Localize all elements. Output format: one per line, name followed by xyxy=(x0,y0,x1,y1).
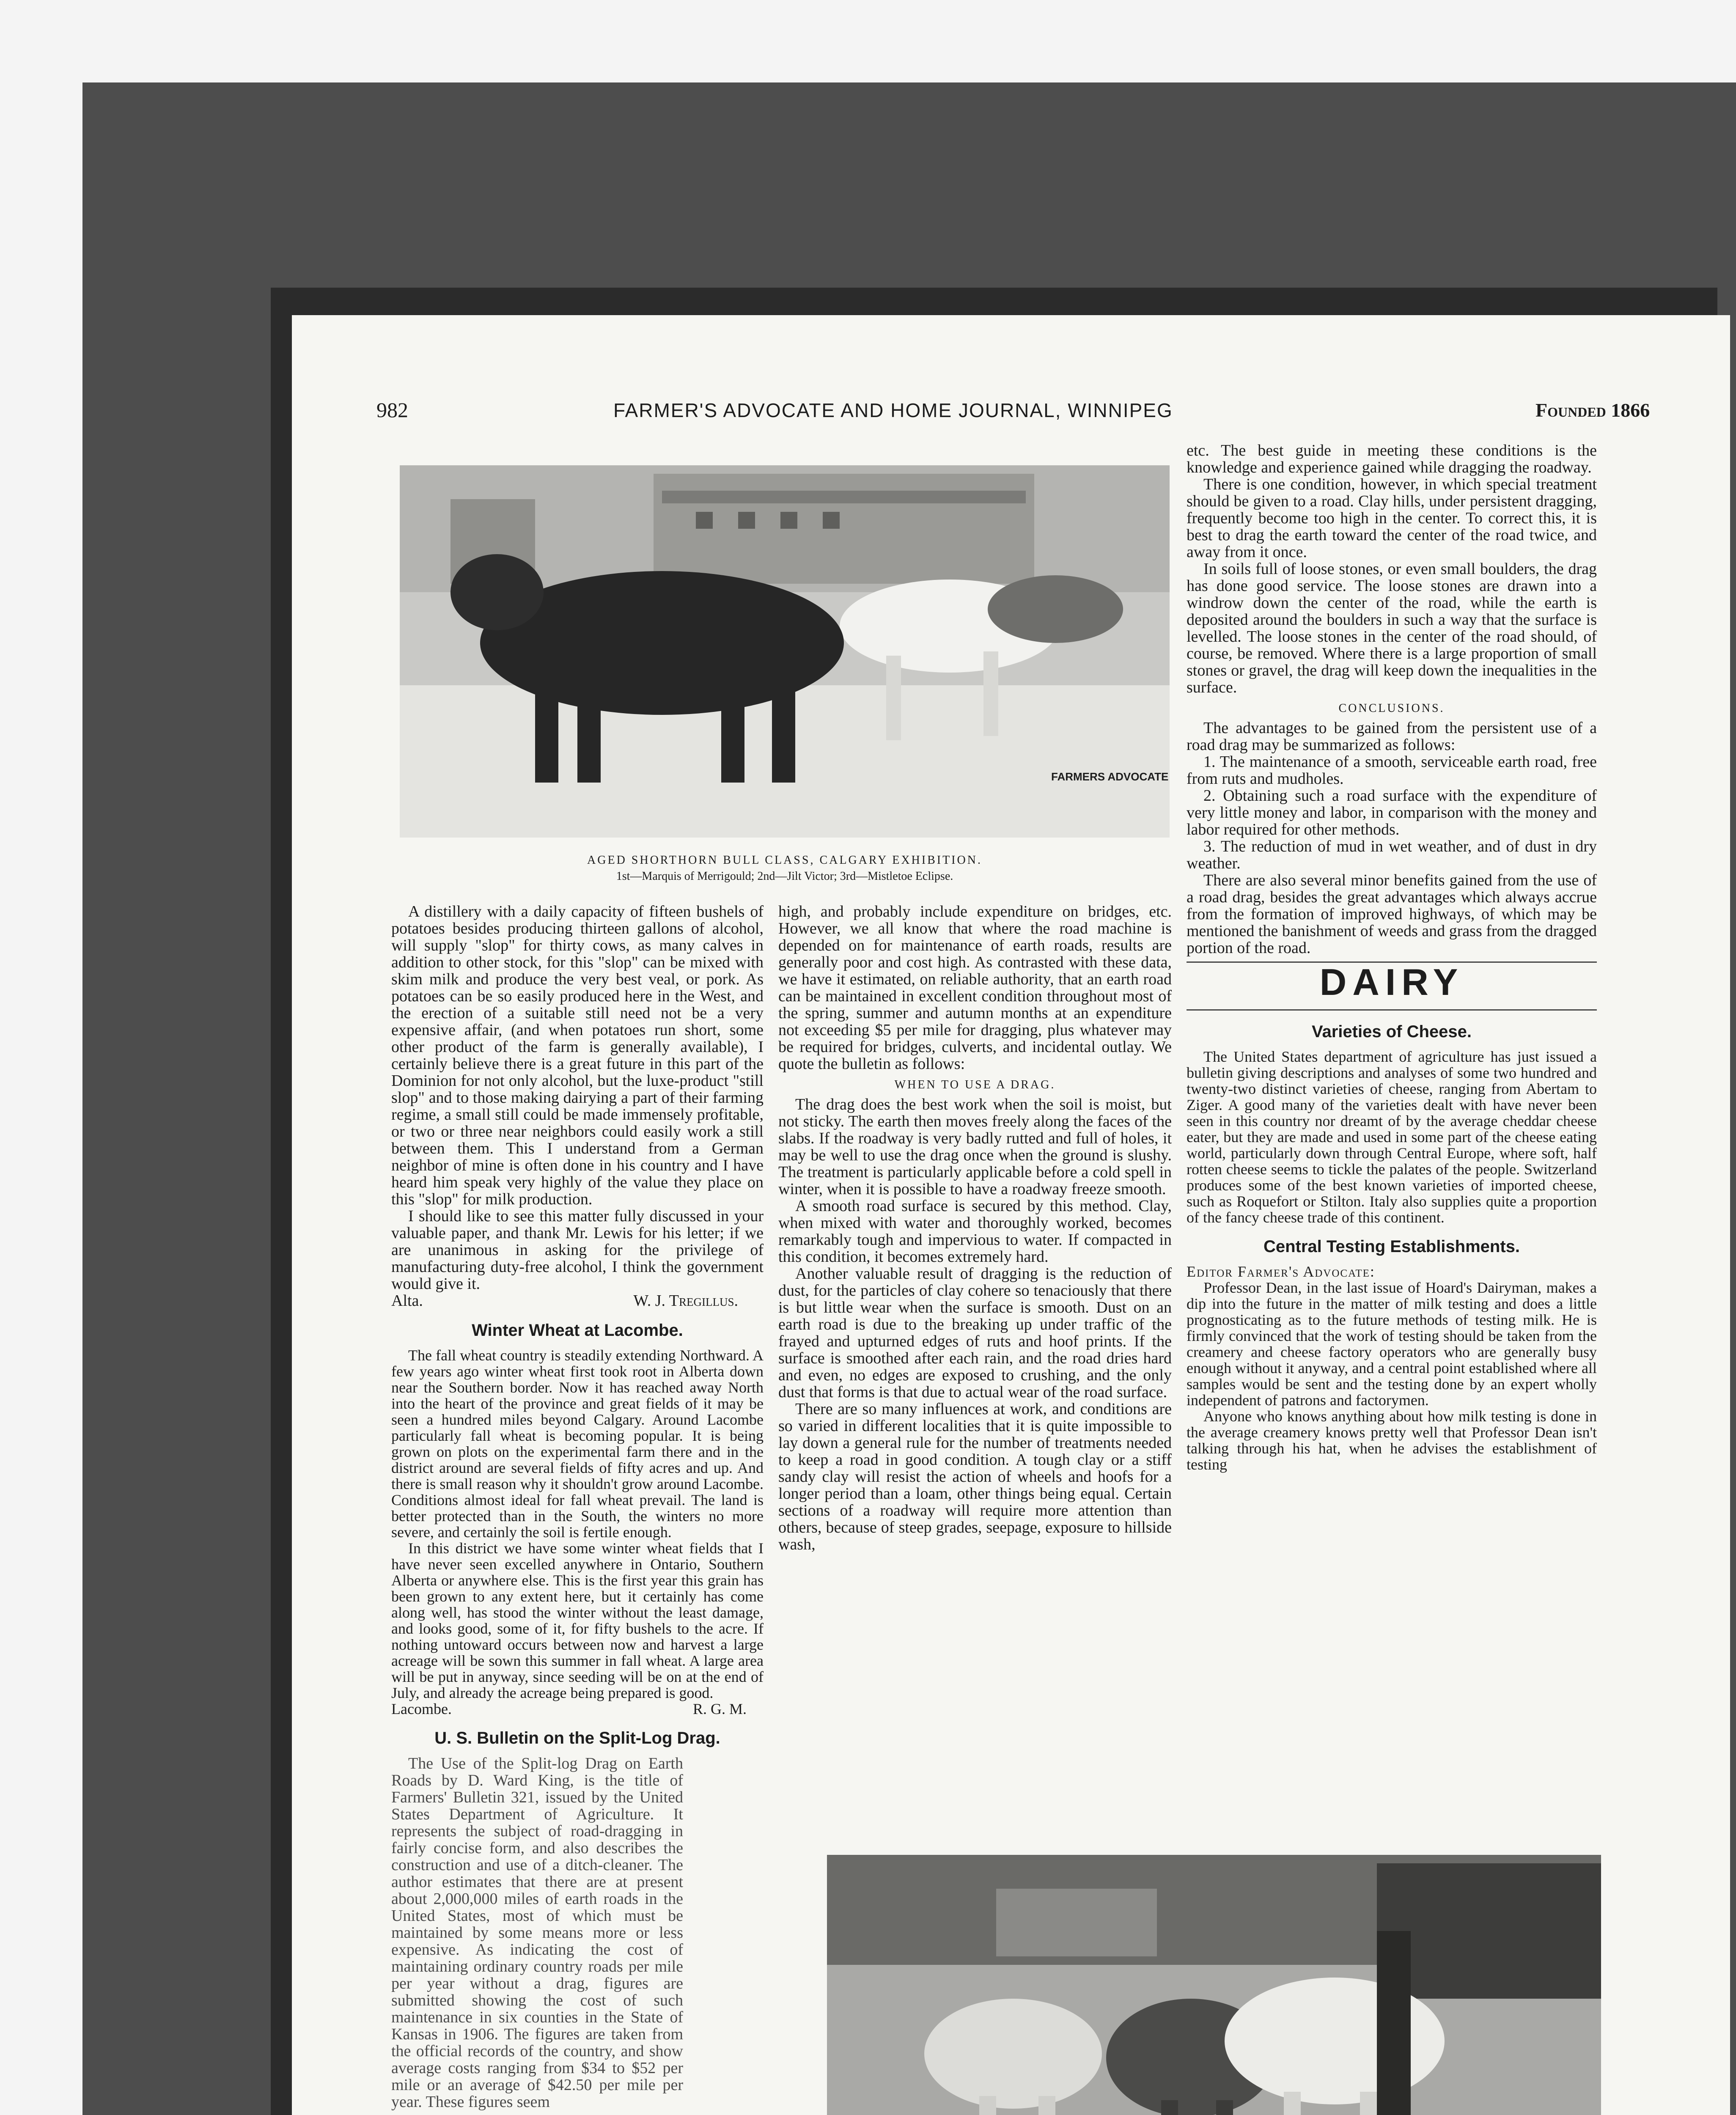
winter-wheat-signature xyxy=(391,1701,764,1717)
photo-watermark: FARMERS ADVOCATE xyxy=(1051,770,1169,783)
winter-wheat-paragraph-2: In this district we have some winter wheat fields that I have never seen excelled anywhere in Ontario, Southern Alberta or anywhere else. This is the first year this grain has been grown to any extent here, but it certainly has come along well, has stood the winter without the least damage, and looks good, some of it, for fifty bushels to the acre. If nothing untoward occurs between now and harvest a large acreage will be sown this summer in fall wheat. A large area will be put in anyway, since seeding will be on at the end of July, and already the acreage being prepared is good. xyxy=(391,1540,764,1701)
dairy-section-title: DAIRY xyxy=(1319,961,1464,1003)
bulletin-text-block xyxy=(391,1755,683,2110)
winter-wheat-place: Lacombe. xyxy=(391,1700,452,1717)
winter-wheat-heading: Winter Wheat at Lacombe. xyxy=(472,1321,683,1340)
dairy-section-banner xyxy=(1187,961,1597,1011)
newspaper-page xyxy=(292,315,1730,2115)
guide-paragraph: etc. The best guide in meeting these conditions is the knowledge and experience gained while dragging the roadway. xyxy=(1187,442,1597,476)
column-2 xyxy=(778,903,1172,1553)
bulletin-heading: U. S. Bulletin on the Split-Log Drag. xyxy=(434,1729,720,1747)
winter-wheat-paragraph-1: The fall wheat country is steadily extending Northward. A few years ago winter wheat first took root in Alberta down near the Southern border. Now it has reached away North into the heart of the province and great fields of it may be seen a hundred miles beyond Calgary. Around Lacombe particularly fall wheat is becoming popular. It is being grown on plots on the experimental farm there and in the district around are several fields of fifty acres and up. And there is small reason why it shouldn't grow around Lacombe. Conditions almost ideal for fall wheat prevail. The land is better protected than in the South, the winters no more severe, and certainly the soil is fertile enough. xyxy=(391,1347,764,1541)
heifer-class-photo xyxy=(827,1855,1601,2115)
bull-caption-placings: 1st—Marquis of Merrigould; 2nd—Jilt Victor; 3rd—Mistletoe Eclipse. xyxy=(616,870,953,883)
bulletin-continued-paragraph: high, and probably include expenditure on bridges, etc. However, we all know that where the road machine is depended on for maintenance of earth roads, results are generally poor and cost high. As contrasted with these data, we have it estimated, on reliable authority, that an earth road can be maintained in excellent condition throughout most of the spring, summer and autumn months at an expenditure not exceeding $5 per mile for dragging, plus whatever may be required for bridges, culverts, and incidental outlay. We quote the bulletin as follows: xyxy=(778,903,1172,1073)
clay-hills-paragraph: There is one condition, however, in which special treatment should be given to a road. Clay hills, under persistent dragging, frequently become too high in the center. To correct this, it is best to drag the earth toward the center of the road twice, and away from it once. xyxy=(1187,475,1597,561)
founded-year: Founded 1866 xyxy=(1535,399,1650,421)
signature-place: Alta. xyxy=(391,1292,423,1310)
conclusion-3: 3. The reduction of mud in wet weather, and of dust in dry weather. xyxy=(1187,838,1597,872)
bull-photo-caption xyxy=(400,852,1170,884)
influences-paragraph: There are so many influences at work, and conditions are so varied in different localities that it is quite impossible to lay down a general rule for the number of treatments needed to keep a road in good condition. A tough clay or a stiff sandy clay will resist the action of wheels and hoofs for a longer period than a loam, other things being equal. Certain sections of a roadway will require more attention than others, because of steep grades, seepage, exposure to hillside wash, xyxy=(778,1400,1172,1553)
bulletin-paragraph: The Use of the Split-log Drag on Earth Roads by D. Ward King, is the title of Farmers' Bulletin 321, issued by the United States Department of Agriculture. It represents the subject of road-dragging in fairly concise form, and also describes the construction and use of a ditch-cleaner. The author estimates that there are at present about 2,000,000 miles of earth roads in the United States, most of which must be maintained by some means more or less expensive. As indicating the cost of maintaining ordinary country roads per mile per year without a drag, figures are submitted showing the cost of such maintenance in six counties in the State of Kansas in 1906. The figures are taken from the official records of the country, and show average costs ranging from $34 to $52 per mile or an average of $42.50 per mile per year. These figures seem xyxy=(391,1755,683,2111)
testing-paragraph-2: Anyone who knows anything about how milk testing is done in the average creamery knows pretty well that Professor Dean isn't talking through his hat, when he advises the establishment of testing xyxy=(1187,1408,1597,1473)
distillery-paragraph: A distillery with a daily capacity of fifteen bushels of potatoes besides producing thirteen gallons of alcohol, will supply "slop" for thirty cows, as many calves in addition to other stock, for this "slop" can be mixed with skim milk and produce the very best veal, or pork. As potatoes can be so easily produced here in the West, and the erection of a suitable still need not be a very expensive affair, (and when potatoes run short, some other product of the farm is generally available), I certainly believe there is a great future in this part of the Dominion for not only alcohol, but the luxe-product "still slop" and to those making dairying a part of their farming regime, a small still could be made immensely profitable, or two or three near neighbors could easily work a still between them. This I understand from a German neighbor of mine is often done in his country and I have heard him speak very highly of the value they place on this "slop" for milk production. xyxy=(391,903,764,1208)
winter-wheat-author: R. G. M. xyxy=(692,1700,747,1717)
journal-title: FARMER'S ADVOCATE AND HOME JOURNAL, WINNIPEG xyxy=(613,399,1173,421)
bull-photo-image xyxy=(400,465,1170,838)
loose-stones-paragraph: In soils full of loose stones, or even small boulders, the drag has done good service. The loose stones are drawn into a windrow down the center of the road, while the earth is deposited around the boulders in such a way that the surface is levelled. The loose stones in the center of the road should, of course, be removed. Where there is a large proportion of small stones or gravel, the drag will keep down the inequalities in the surface. xyxy=(1187,560,1597,696)
column-1 xyxy=(391,903,764,2110)
smooth-surface-paragraph: A smooth road surface is secured by this method. Clay, when mixed with water and thoroughly worked, becomes remarkably tough and impervious to water. If compacted in this condition, it becomes extremely hard. xyxy=(778,1197,1172,1266)
conclusions-intro: The advantages to be gained from the persistent use of a road drag may be summarized as follows: xyxy=(1187,719,1597,754)
testing-heading: Central Testing Establishments. xyxy=(1263,1237,1520,1256)
editor-salutation: Editor Farmer's Advocate: xyxy=(1187,1263,1375,1280)
dust-reduction-paragraph: Another valuable result of dragging is the reduction of dust, for the particles of clay cohere so tenaciously that there is but little wear when the surface is smooth. Dust on an earth road is due to the breaking up under traffic of the frayed and upturned edges of ruts and hoof prints. If the surface is smoothed after each rain, and the road dries hard and even, no edges are exposed to crushing, and the only dust that forms is that due to actual wear of the road surface. xyxy=(778,1265,1172,1401)
letter-signature xyxy=(391,1292,764,1309)
column-3 xyxy=(1187,442,1597,1472)
drag-usage-paragraph: The drag does the best work when the soil is moist, but not sticky. The earth then moves freely along the faces of the slabs. If the roadway is very badly rutted and full of holes, it may be well to use the drag once when the ground is slushy. The treatment is particularly applicable before a cold spell in winter, when it is possible to have a roadway freeze smooth. xyxy=(778,1096,1172,1198)
signature-name: W. J. Tregillus. xyxy=(633,1292,738,1310)
conclusion-2: 2. Obtaining such a road surface with the expenditure of very little money and labor, in comparison with the money and labor required for other methods. xyxy=(1187,787,1597,838)
testing-paragraph-1: Professor Dean, in the last issue of Hoard's Dairyman, makes a dip into the future in the matter of milk testing and does a little prognosticating as to the future methods of testing milk. He is firmly convinced that the work of testing should be taken from the creamery and cheese factory operators who are generally busy enough without it anyway, and a central point established where all samples would be sent and the testing done by an expert wholly independent of patrons and factorymen. xyxy=(1187,1279,1597,1409)
conclusions-heading: CONCLUSIONS. xyxy=(1338,702,1445,715)
running-head xyxy=(292,315,1730,422)
bull-caption-title: AGED SHORTHORN BULL CLASS, CALGARY EXHIBITION. xyxy=(587,854,982,867)
letter-closing-paragraph: I should like to see this matter fully discussed in your valuable paper, and thank Mr. Lewis for his letter; if we are unanimous in asking for the privilege of manufacturing duty-free alcohol, I think the government would give it. xyxy=(391,1207,764,1293)
cheese-heading: Varieties of Cheese. xyxy=(1312,1022,1472,1041)
page-number: 982 xyxy=(376,398,408,422)
heifer-photo-image xyxy=(827,1855,1601,2115)
conclusion-1: 1. The maintenance of a smooth, serviceable earth road, free from ruts and mudholes. xyxy=(1187,753,1597,788)
cheese-paragraph: The United States department of agriculture has just issued a bulletin giving descriptions and analyses of some two hundred and twenty-two distinct varieties of cheese, ranging from Abertam to Ziger. A good many of the varieties dealt with have never been seen in this country nor dreamt of by the average cheddar cheese eater, but they are made and used in some part of the cheese eating world, particularly down through Central Europe, where soft, half rotten cheese seems to tickle the palates of the people. Switzerland produces some of the best known varieties of imported cheese, such as Roquefort or Stilton. Italy also supplies quite a proportion of the fancy cheese trade of this continent. xyxy=(1187,1048,1597,1226)
when-to-use-heading: WHEN TO USE A DRAG. xyxy=(894,1078,1056,1091)
minor-benefits-paragraph: There are also several minor benefits gained from the use of a road drag, besides the great advantages which always accrue from the formation of improved highways, of which may be mentioned the banishment of weeds and grass from the dragged portion of the road. xyxy=(1187,871,1597,957)
bull-class-photo xyxy=(400,465,1170,838)
